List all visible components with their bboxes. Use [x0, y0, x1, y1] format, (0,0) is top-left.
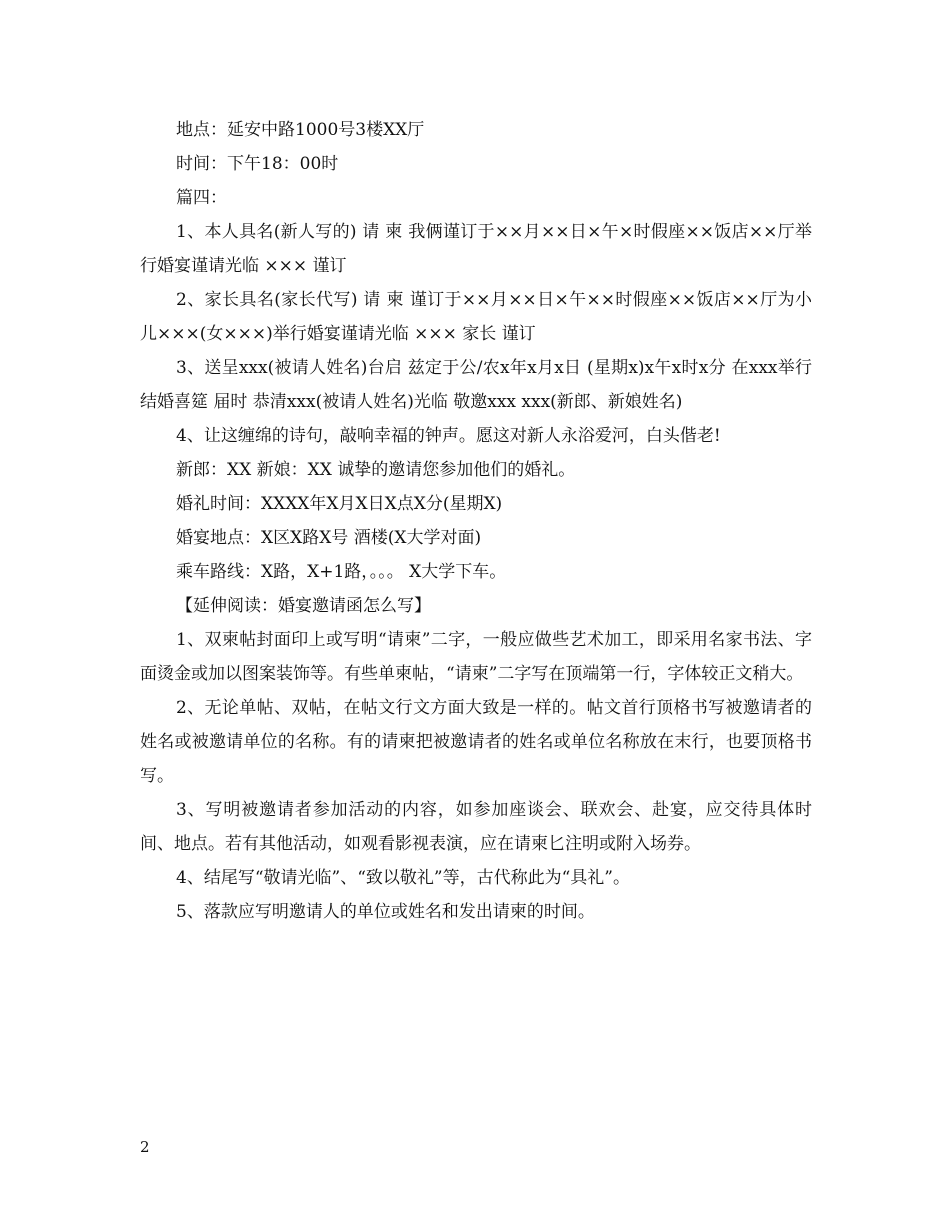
paragraph-item-2: 2、家长具名(家长代写) 请 柬 谨订于××月××日×午××时假座××饭店××厅为小儿×××(女×××)举行婚宴谨请光临 ××× 家长 谨订: [140, 290, 812, 344]
paragraph-tip-2: 2、无论单帖、双帖，在帖文行文方面大致是一样的。帖文首行顶格书写被邀请者的姓名或被邀请单位的名称。有的请柬把被邀请者的姓名或单位名称放在末行，也要顶格书写。: [140, 698, 812, 786]
paragraph-item-1: 1、本人具名(新人写的) 请 柬 我俩谨订于××月××日×午×时假座××饭店××厅举行婚宴谨请光临 ××× 谨订: [140, 222, 812, 276]
paragraph-banquet-location: 婚宴地点：X区X路X号 酒楼(X大学对面): [176, 528, 482, 548]
paragraph-location: 地点：延安中路1000号3楼XX厅: [176, 120, 425, 140]
page-number: 2: [140, 1138, 150, 1156]
paragraph-bus-route: 乘车路线：X路，X+1路，。。。 X大学下车。: [176, 562, 507, 582]
paragraph-tip-4: 4、结尾写“敬请光临”、“致以敬礼”等，古代称此为“具礼”。: [176, 868, 630, 888]
paragraph-tip-3: 3、写明被邀请者参加活动的内容，如参加座谈会、联欢会、赴宴，应交待具体时间、地点。若有其他活动，如观看影视表演，应在请柬匕注明或附入场券。: [140, 800, 812, 854]
document-body: [140, 113, 812, 929]
paragraph-tip-1: 1、双柬帖封面印上或写明“请柬”二字，一般应做些艺术加工，即采用名家书法、字面烫金或加以图案装饰等。有些单柬帖，“请柬”二字写在顶端第一行，字体较正文稍大。: [140, 630, 812, 684]
paragraph-item-3: 3、送呈xxx(被请人姓名)台启 兹定于公/农x年x月x日 (星期x)x午x时x分 在xxx举行结婚喜筵 届时 恭清xxx(被请人姓名)光临 敬邀xxx xxx(新郎、新娘姓名): [140, 358, 812, 412]
section-heading-extended-reading: 【延伸阅读：婚宴邀请函怎么写】: [176, 596, 431, 616]
paragraph-wedding-time: 婚礼时间：XXXX年X月X日X点X分(星期X): [176, 494, 503, 514]
paragraph-time: 时间：下午18：00时: [176, 154, 339, 174]
paragraph-item-4: 4、让这缠绵的诗句，敲响幸福的钟声。愿这对新人永浴爱河，白头偕老!: [176, 426, 721, 446]
section-heading-part-four: 篇四：: [176, 188, 227, 208]
paragraph-couple: 新郎：XX 新娘：XX 诚挚的邀请您参加他们的婚礼。: [176, 460, 576, 480]
paragraph-tip-5: 5、落款应写明邀请人的单位或姓名和发出请柬的时间。: [176, 902, 595, 922]
